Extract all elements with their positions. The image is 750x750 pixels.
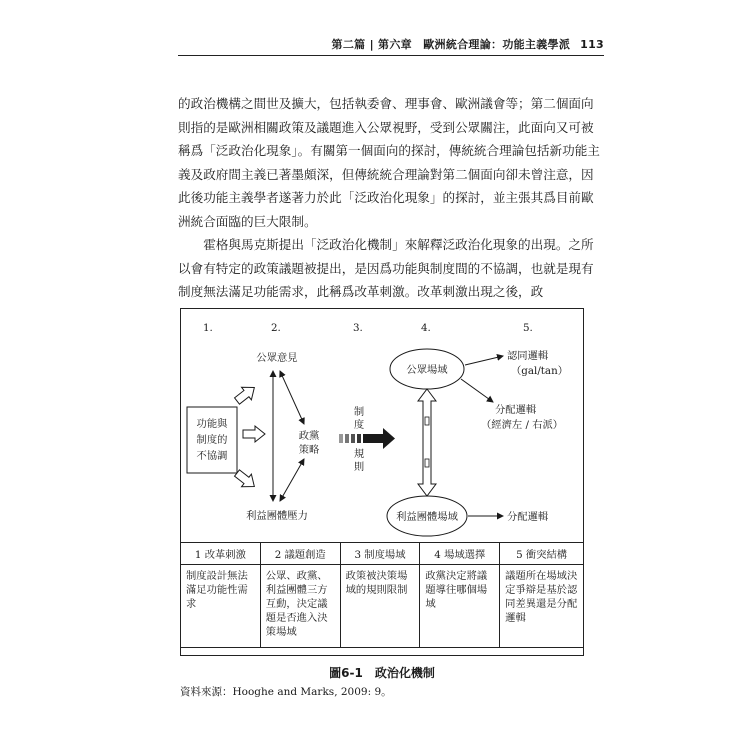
arrow-party-interest: [280, 459, 304, 501]
running-head: [178, 36, 604, 52]
caption-title: 政治化機制: [374, 666, 435, 680]
paragraph-2: 霍格與馬克斯提出「泛政治化機制」來解釋泛政治化現象的出現。之所以會有特定的政策議題被提出，是因爲功能與制度間的不協調，也就是現有制度無法滿足功能需求，此稱爲改革刺激。改革刺激出現之後，政: [178, 237, 594, 299]
table-header-row: [181, 543, 584, 565]
table-header-cell: 3 制度場域: [340, 543, 420, 565]
public-arena-label: 公眾場域: [406, 364, 448, 376]
header-rule: [178, 55, 604, 56]
institution-arrow: [339, 428, 395, 449]
figure-politicization-mechanism: [180, 308, 584, 656]
stage-number-1: 1.: [203, 322, 213, 334]
party-strategy-line-1: 政黨: [298, 430, 320, 442]
stage-number-2: 2.: [271, 322, 281, 334]
table-cell: 公眾、政黨、利益團體三方互動，決定議題是否進入決策場域: [260, 565, 340, 648]
table-cell: 政黨決定將議題導往哪個場域: [420, 565, 500, 648]
institution-char-2: 度: [353, 419, 365, 431]
distribution-logic-sub: （經濟左 / 右派）: [481, 419, 564, 431]
figure-caption: [180, 664, 584, 681]
institution-char-1: 制: [353, 406, 365, 418]
institution-char-3: 規: [353, 448, 365, 460]
source-note: 資料來源：Hooghe and Marks, 2009: 9。: [180, 686, 392, 698]
arena-double-arrow: [418, 389, 436, 496]
table-cell: 制度設計無法滿足功能性需求: [181, 565, 261, 648]
table-cell: 議題所在場域決定爭辯是基於認同差異還是分配邏輯: [500, 565, 584, 648]
arrow-to-identity: [465, 356, 503, 365]
mismatch-line-2: 制度的: [196, 434, 228, 446]
arrow-to-distribution-1: [461, 379, 493, 402]
distribution-logic-label-1: 分配邏輯: [495, 404, 537, 416]
mismatch-line-1: 功能與: [196, 418, 228, 430]
party-strategy-line-2: 策略: [298, 444, 320, 456]
stage-number-4: 4.: [421, 322, 431, 334]
arrow-public-party: [280, 371, 304, 424]
figure-table: [180, 542, 584, 648]
stage-number-3: 3.: [353, 322, 363, 334]
caption-number: 圖6-1: [329, 666, 363, 680]
table-row: [181, 565, 584, 648]
mismatch-line-3: 不協調: [196, 450, 228, 462]
identity-logic-sub: （gal/tan）: [511, 365, 568, 377]
running-title: 第二篇 | 第六章 歐洲統合理論：功能主義學派: [331, 38, 571, 51]
table-header-cell: 1 改革刺激: [181, 543, 261, 565]
interest-pressure-label: 利益團體壓力: [246, 510, 308, 522]
page-number: 113: [580, 38, 604, 51]
institution-char-4: 則: [353, 461, 365, 473]
identity-logic-label: 認同邏輯: [507, 350, 549, 362]
figure-diagram: [181, 309, 585, 545]
body-text: [178, 92, 602, 304]
stage-number-5: 5.: [523, 322, 533, 334]
table-cell: 政策被決策場域的規則限制: [340, 565, 420, 648]
hollow-arrow-right: [243, 426, 265, 442]
public-opinion-label: 公眾意見: [256, 352, 298, 364]
paragraph-1: 的政治機構之間世及擴大，包括執委會、理事會、歐洲議會等；第二個面向則指的是歐洲相關政策及議題進入公眾視野，受到公眾關注，此面向又可被稱爲「泛政治化現象」。有關第一個面向的探討，傳統統合理論包括新功能主義及政府間主義已著墨頗深，但傳統統合理論對第二個面向卻未曾注意，因此後功能主義學者遂著力於此「泛政治化現象」的探討，並主張其爲目前歐洲統合面臨的巨大限制。: [178, 96, 600, 229]
distribution-logic-label-2: 分配邏輯: [507, 511, 549, 523]
table-header-cell: 4 場域選擇: [420, 543, 500, 565]
hollow-arrow-up: [232, 381, 259, 407]
table-header-cell: 5 衝突結構: [500, 543, 584, 565]
table-header-cell: 2 議題創造: [260, 543, 340, 565]
interest-arena-label: 利益團體場域: [396, 511, 458, 523]
